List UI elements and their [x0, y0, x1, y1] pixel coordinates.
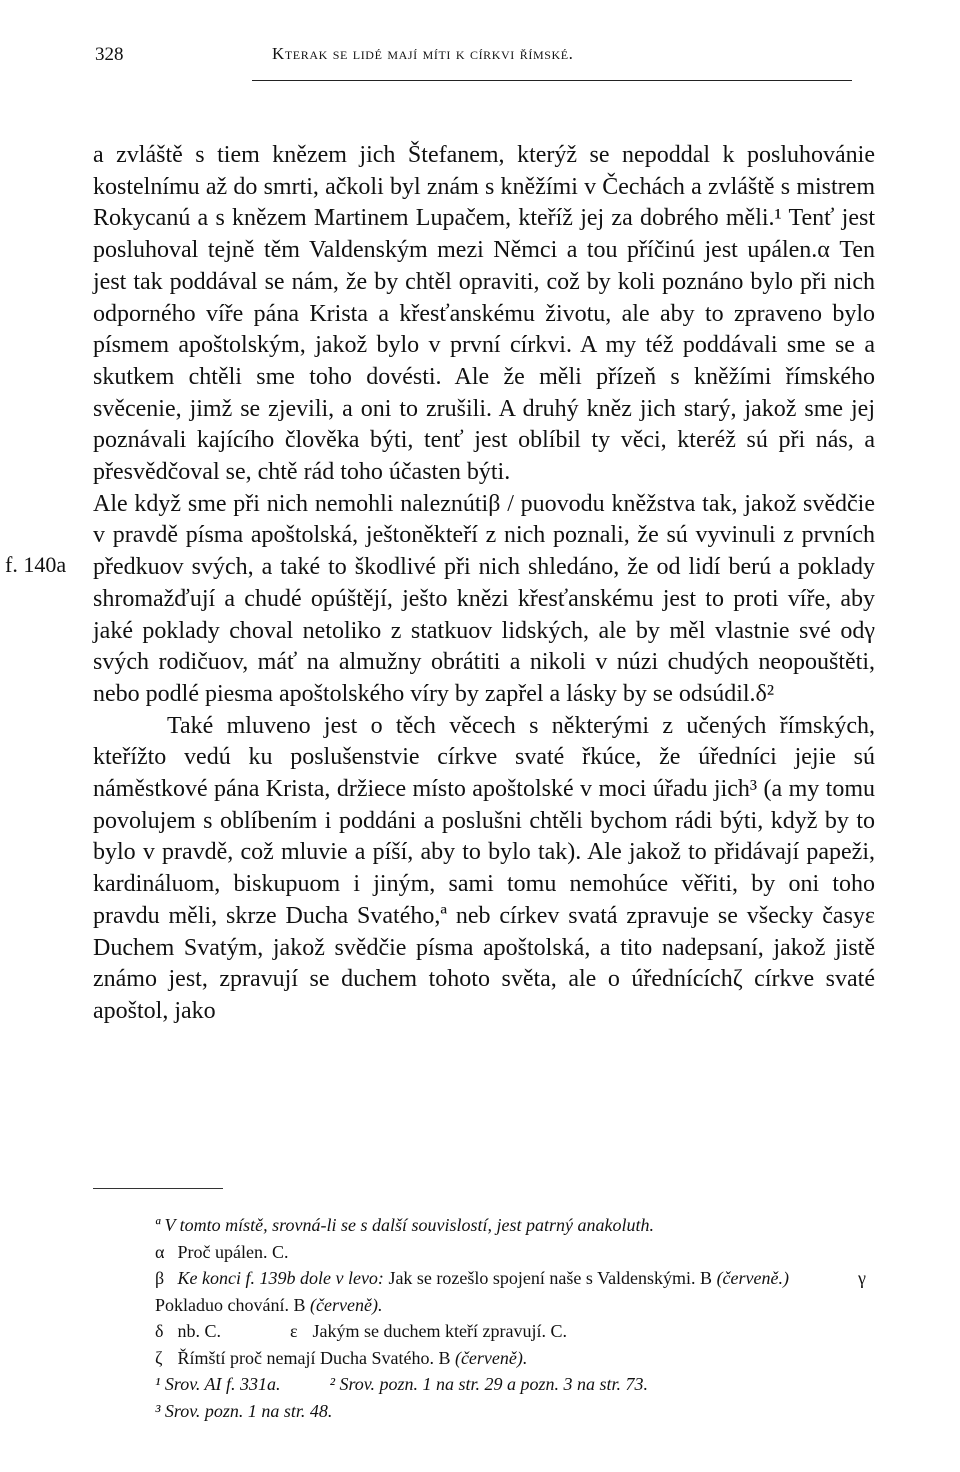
- paragraph-2: Ale když sme při nich nemohli naleznútiβ / puovodu kněžstva tak, jakož svědčie v pravdě písma apoštolská, ještoněkteří z nich poznali, že sú vyvinuli z prvních předkuov svých, a také to škodlivé při nich shledáno, že od lidí berú a poklady shromažďují a chudé opúštějí, ješto knězi křesťanskému jest to proti víře, aby jaké poklady choval netoliko z statkuov lidských, ale by měl vlastnie své odγ svých rodičuov, máť na almužny obrátiti a nikoli v núzi chudých neopouštěti, nebo podlé piesma apoštolského víry by zapřel a lásky by se odsúdil.δ²: [93, 490, 875, 707]
- page-header: [95, 44, 870, 74]
- footnote-zeta: ζ Římští proč nemají Ducha Svatého. B (červeně).: [155, 1347, 528, 1368]
- footnote-1-2: ¹ Srov. AI f. 331a. ² Srov. pozn. 1 na str. 29 a pozn. 3 na str. 73.: [155, 1374, 648, 1394]
- footnotes: [155, 1212, 877, 1424]
- paragraph-3: Také mluveno jest o těch věcech s některými z učených římských, kteřížto vedú ku poslušenstvie církve svaté řkúce, že úředníci jejie sú náměstkové pána Krista, držiece místo apoštolské v moci úřadu jich³ (a my tomu povolujem s oblíbením i poddáni a poslušni chtěli bychom rádi býti, když by to bylo v pravdě, což mluvie a píší, aby to bylo tak). Ale jakož to přidávají papeži, kardináluom, biskupuom i jiným, sami tomu nemohúce věřiti, by oni toho pravdu měli, skrze Ducha Svatého,ª neb církev svatá zpravuje se všecky časyε Duchem Svatým, jakož svědčie písma apoštolská, a tito nadepsaní, jakož jistě známo jest, zpravují se duchem tohoto světa, ale o úřednícíchζ církve svaté apoštol, jako: [93, 712, 875, 1024]
- page-number: 328: [95, 44, 124, 65]
- footnote-rule: [93, 1188, 223, 1189]
- footnote-delta-epsilon: δ nb. C. ε Jakým se duchem kteří zpravují. C.: [155, 1321, 567, 1341]
- footnote-beta: β Ke konci f. 139b dole v levo: Jak se rozešlo spojení naše s Valdenskými. B (červeně.) γ Pokladuo chování. B (červeně).: [155, 1268, 866, 1315]
- paragraph-1: a zvláště s tiem knězem jich Štefanem, kterýž se nepoddal k posluhovánie kostelnímu až do smrti, ačkoli byl znám s kněžími v Čechách a zvláště s mistrem Rokycanú a s knězem Martinem Lupačem, kteříž jej za dobrého měli.¹ Tenť jest posluhoval tejně těm Valdenským mezi Němci a tou příčinú jest upálen.α Ten jest tak poddával se nám, že by chtěl opraviti, což by koli poznáno bylo při nich odporného víře pána Krista a křesťanskému životu, ale aby to zpraveno bylo písmem apoštolským, jakož bylo v první církvi. A my též poddávali sme se a skutkem chtěli sme toho dovésti. Ale že měli přízeň s kněžími římského svěcenie, jimž se zjevili, a oni to zrušili. A druhý kněz jich starý, jakož sme jej poznávali kajícího člověka býti, tenť jest oblíbil ty věci, kteréž sú při nás, a přesvědčoval se, chtě rád toho účasten býti.: [93, 142, 875, 486]
- running-head: Kterak se lidé mají míti k církvi římské.: [272, 44, 574, 63]
- footnote-alpha: α Proč upálen. C.: [155, 1241, 289, 1262]
- folio-marker: f. 140a: [5, 552, 67, 577]
- footnote-3: ³ Srov. pozn. 1 na str. 48.: [155, 1400, 333, 1421]
- main-text: [5, 140, 875, 1028]
- header-rule: [252, 80, 852, 81]
- footnote-a: ª V tomto místě, srovná-li se s další souvislostí, jest patrný anakoluth.: [155, 1215, 654, 1235]
